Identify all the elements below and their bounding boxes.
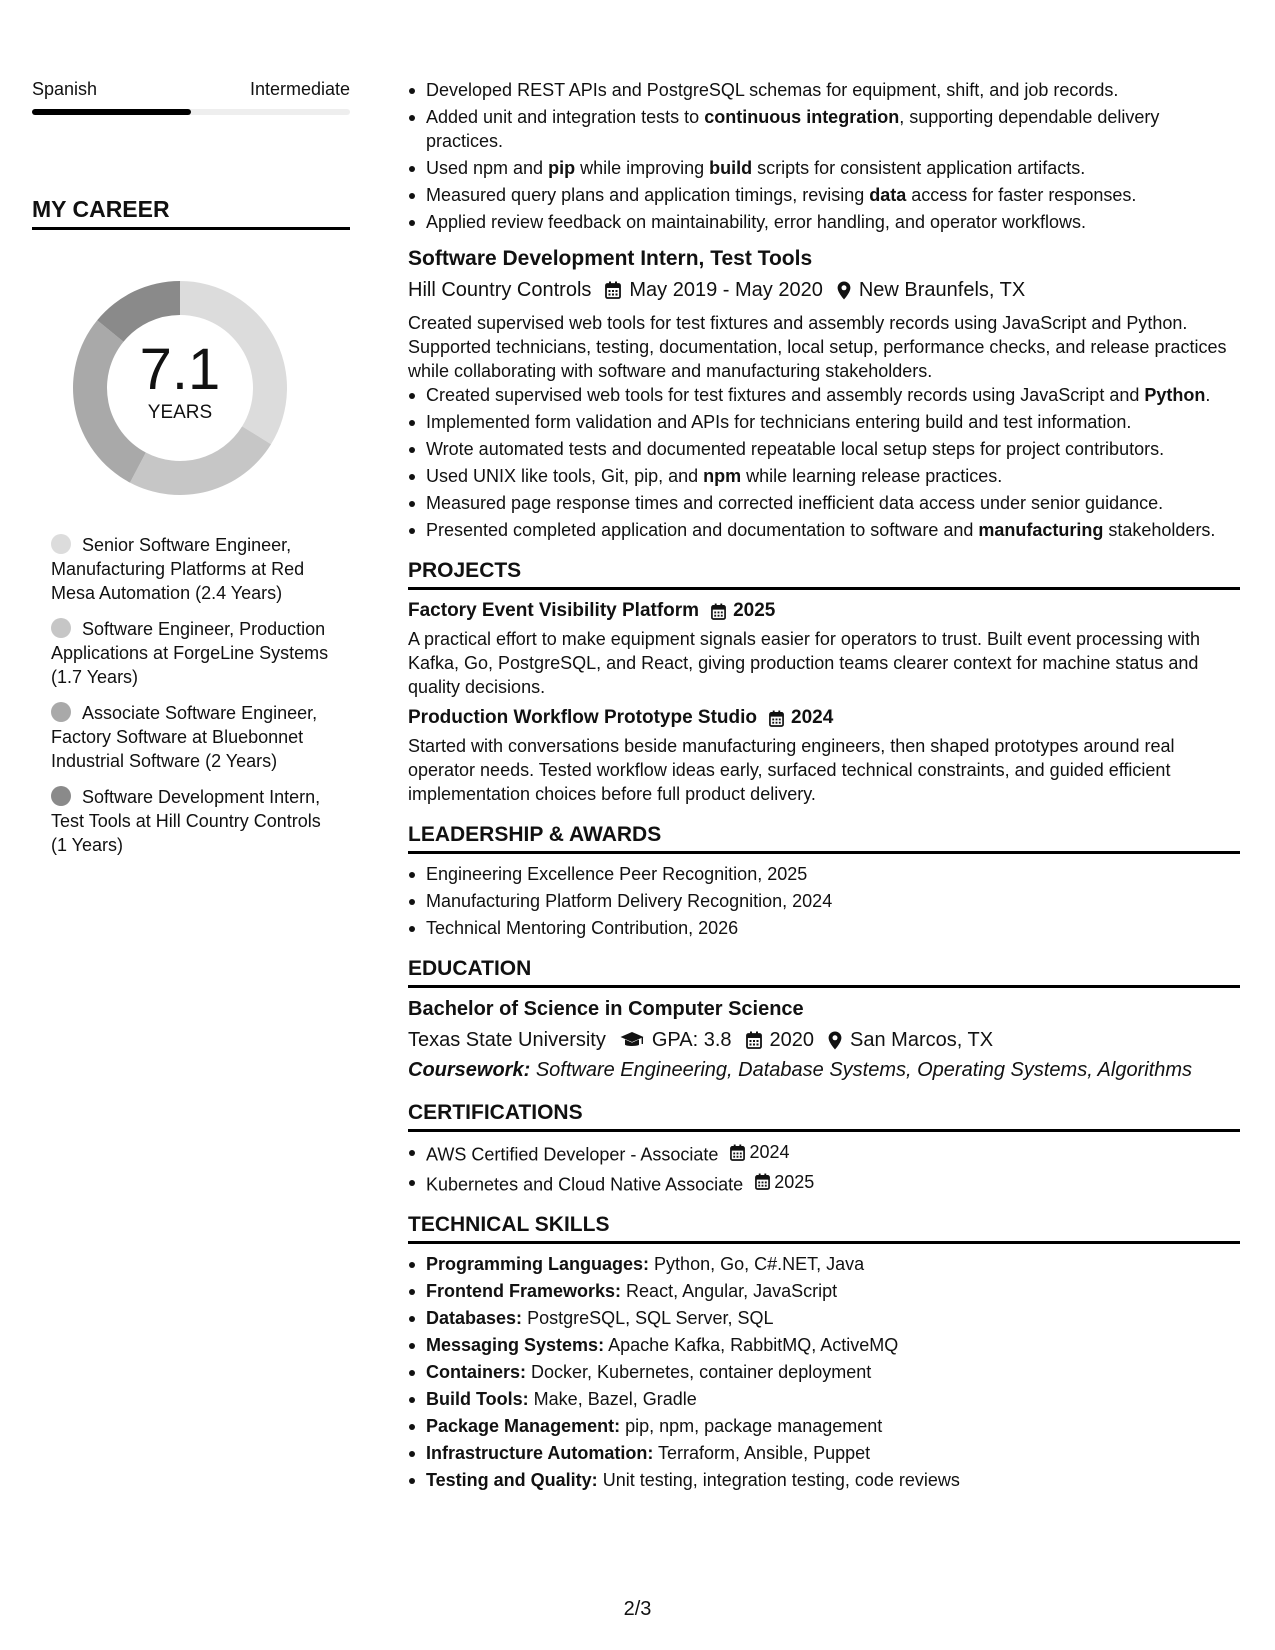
certification-year: 2025	[774, 1171, 815, 1192]
education-heading: EDUCATION	[408, 956, 1240, 988]
skill-label: Frontend Frameworks:	[426, 1281, 622, 1301]
award-item: Engineering Excellence Peer Recognition, 2025	[426, 862, 1240, 886]
bullet-item: Created supervised web tools for test fixtures and assembly records using JavaScript and Python.	[426, 383, 1240, 407]
skill-item	[426, 1360, 1240, 1384]
language-level: Intermediate	[249, 79, 350, 99]
education-entry	[408, 996, 1240, 1084]
bullet-item: Applied review feedback on maintainability, error handling, and operator workflows.	[426, 210, 1240, 234]
bullet-item: Added unit and integration tests to continuous integration, supporting dependable delivery practices.	[426, 105, 1240, 153]
legend-dot-icon	[51, 534, 71, 554]
certifications-heading: CERTIFICATIONS	[408, 1100, 1240, 1132]
skill-label: Build Tools:	[426, 1389, 529, 1409]
career-legend	[32, 533, 336, 857]
project-year: 2025	[733, 600, 776, 621]
school-location: San Marcos, TX	[850, 1029, 994, 1051]
coursework-list: Software Engineering, Database Systems, Operating Systems, Algorithms	[535, 1059, 1193, 1081]
previous-job-bullets	[408, 78, 1240, 234]
career-total-unit: YEARS	[147, 402, 213, 423]
certification-name: AWS Certified Developer - Associate	[426, 1144, 719, 1165]
skill-value: Docker, Kubernetes, container deployment	[531, 1362, 872, 1382]
language-entry	[32, 78, 350, 115]
calendar-icon	[769, 710, 784, 727]
language-proficiency-fill	[32, 109, 191, 115]
career-total-years: 7.1	[139, 337, 221, 402]
bullet-item: Measured query plans and application timings, revising data access for faster responses.	[426, 183, 1240, 207]
awards-heading: LEADERSHIP & AWARDS	[408, 822, 1240, 854]
award-item: Manufacturing Platform Delivery Recognition, 2024	[426, 889, 1240, 913]
skill-item	[426, 1387, 1240, 1411]
skill-item	[426, 1306, 1240, 1330]
award-item: Technical Mentoring Contribution, 2026	[426, 916, 1240, 940]
calendar-icon	[711, 603, 726, 620]
job-company: Hill Country Controls	[408, 279, 592, 301]
skill-value: pip, npm, package management	[625, 1416, 883, 1436]
career-legend-item: Software Engineer, Production Applications at ForgeLine Systems (1.7 Years)	[51, 619, 329, 687]
page-number: 2/3	[623, 1598, 652, 1620]
bullet-item: Implemented form validation and APIs for technicians entering build and test information.	[426, 410, 1240, 434]
career-legend-item: Software Development Intern, Test Tools at Hill Country Controls (1 Years)	[51, 787, 321, 855]
job-entry	[408, 246, 1240, 542]
coursework	[408, 1056, 1240, 1084]
job-location: New Braunfels, TX	[858, 279, 1026, 301]
job-meta	[408, 277, 1240, 303]
job-dates: May 2019 - May 2020	[629, 279, 823, 301]
awards-list	[408, 862, 1240, 940]
projects-heading: PROJECTS	[408, 558, 1240, 590]
main-content	[408, 78, 1240, 1495]
project-year: 2024	[791, 707, 834, 728]
legend-dot-icon	[51, 702, 71, 722]
bullet-item: Wrote automated tests and documented repeatable local setup steps for project contributors.	[426, 437, 1240, 461]
certification-name: Kubernetes and Cloud Native Associate	[426, 1174, 744, 1194]
skill-label: Databases:	[426, 1308, 523, 1328]
project-item	[408, 705, 1240, 806]
project-title: Production Workflow Prototype Studio	[408, 707, 758, 728]
skill-item	[426, 1468, 1240, 1492]
skill-label: Infrastructure Automation:	[426, 1443, 654, 1463]
skills-heading: TECHNICAL SKILLS	[408, 1212, 1240, 1244]
skill-item	[426, 1414, 1240, 1438]
project-description: Started with conversations beside manufacturing engineers, then shaped prototypes around real operator needs. Tested workflow ideas early, surfaced technical constraints, and guided efficient implementation choices before full product delivery.	[408, 736, 1175, 804]
sidebar	[32, 78, 350, 869]
certification-item	[426, 1170, 1240, 1197]
education-meta	[408, 1027, 1240, 1053]
location-pin-icon	[828, 1031, 842, 1050]
graduation-cap-icon	[620, 1031, 644, 1049]
legend-dot-icon	[51, 618, 71, 638]
project-description: A practical effort to make equipment signals easier for operators to trust. Built event processing with Kafka, Go, PostgreSQL, and React, giving production teams clearer context for machine status and quality decisions.	[408, 629, 1201, 697]
calendar-icon	[746, 1031, 762, 1049]
certification-item	[426, 1140, 1240, 1167]
skill-label: Testing and Quality:	[426, 1470, 598, 1490]
job-title: Software Development Intern, Test Tools	[408, 247, 813, 270]
career-legend-item: Associate Software Engineer, Factory Software at Bluebonnet Industrial Software (2 Years)	[51, 703, 318, 771]
career-legend-item: Senior Software Engineer, Manufacturing Platforms at Red Mesa Automation (2.4 Years)	[51, 535, 305, 603]
skill-label: Programming Languages:	[426, 1254, 650, 1274]
location-pin-icon	[837, 281, 851, 300]
skill-item	[426, 1279, 1240, 1303]
bullet-item: Used npm and pip while improving build scripts for consistent application artifacts.	[426, 156, 1240, 180]
skill-value: PostgreSQL, SQL Server, SQL	[527, 1308, 774, 1328]
certification-year: 2024	[749, 1142, 790, 1162]
calendar-icon	[755, 1173, 770, 1190]
job-bullets	[408, 383, 1240, 542]
bullet-item: Developed REST APIs and PostgreSQL schemas for equipment, shift, and job records.	[426, 78, 1240, 102]
language-proficiency-bar	[32, 109, 350, 115]
skill-item	[426, 1333, 1240, 1357]
skill-value: Unit testing, integration testing, code reviews	[602, 1470, 960, 1490]
school-name: Texas State University	[408, 1029, 606, 1051]
career-donut-chart	[65, 273, 295, 503]
gpa: GPA: 3.8	[651, 1029, 732, 1051]
skill-value: Python, Go, C#.NET, Java	[654, 1254, 865, 1274]
coursework-label: Coursework:	[408, 1059, 531, 1081]
skill-value: Apache Kafka, RabbitMQ, ActiveMQ	[608, 1335, 899, 1355]
legend-dot-icon	[51, 786, 71, 806]
skill-label: Containers:	[426, 1362, 527, 1382]
skill-value: React, Angular, JavaScript	[626, 1281, 838, 1301]
skill-value: Terraform, Ansible, Puppet	[658, 1443, 871, 1463]
project-title: Factory Event Visibility Platform	[408, 600, 700, 621]
calendar-icon	[730, 1144, 745, 1161]
skill-value: Make, Bazel, Gradle	[533, 1389, 697, 1409]
bullet-item: Used UNIX like tools, Git, pip, and npm while learning release practices.	[426, 464, 1240, 488]
skill-label: Messaging Systems:	[426, 1335, 605, 1355]
degree-title: Bachelor of Science in Computer Science	[408, 998, 804, 1020]
graduation-year: 2020	[769, 1029, 815, 1051]
projects-list	[408, 598, 1240, 806]
certifications-list	[408, 1140, 1240, 1196]
skill-label: Package Management:	[426, 1416, 621, 1436]
language-name: Spanish	[32, 79, 98, 99]
skills-list	[408, 1252, 1240, 1492]
job-summary: Created supervised web tools for test fixtures and assembly records using JavaScript and Python. Supported technicians, testing, documentation, local setup, performance checks, and release practices while collaborating with software and manufacturing stakeholders.	[408, 313, 1227, 381]
calendar-icon	[605, 281, 621, 299]
skill-item	[426, 1441, 1240, 1465]
skill-item	[426, 1252, 1240, 1276]
project-item	[408, 598, 1240, 699]
bullet-item: Presented completed application and documentation to software and manufacturing stakeholders.	[426, 518, 1240, 542]
bullet-item: Measured page response times and corrected inefficient data access under senior guidance.	[426, 491, 1240, 515]
career-heading: MY CAREER	[32, 195, 350, 230]
